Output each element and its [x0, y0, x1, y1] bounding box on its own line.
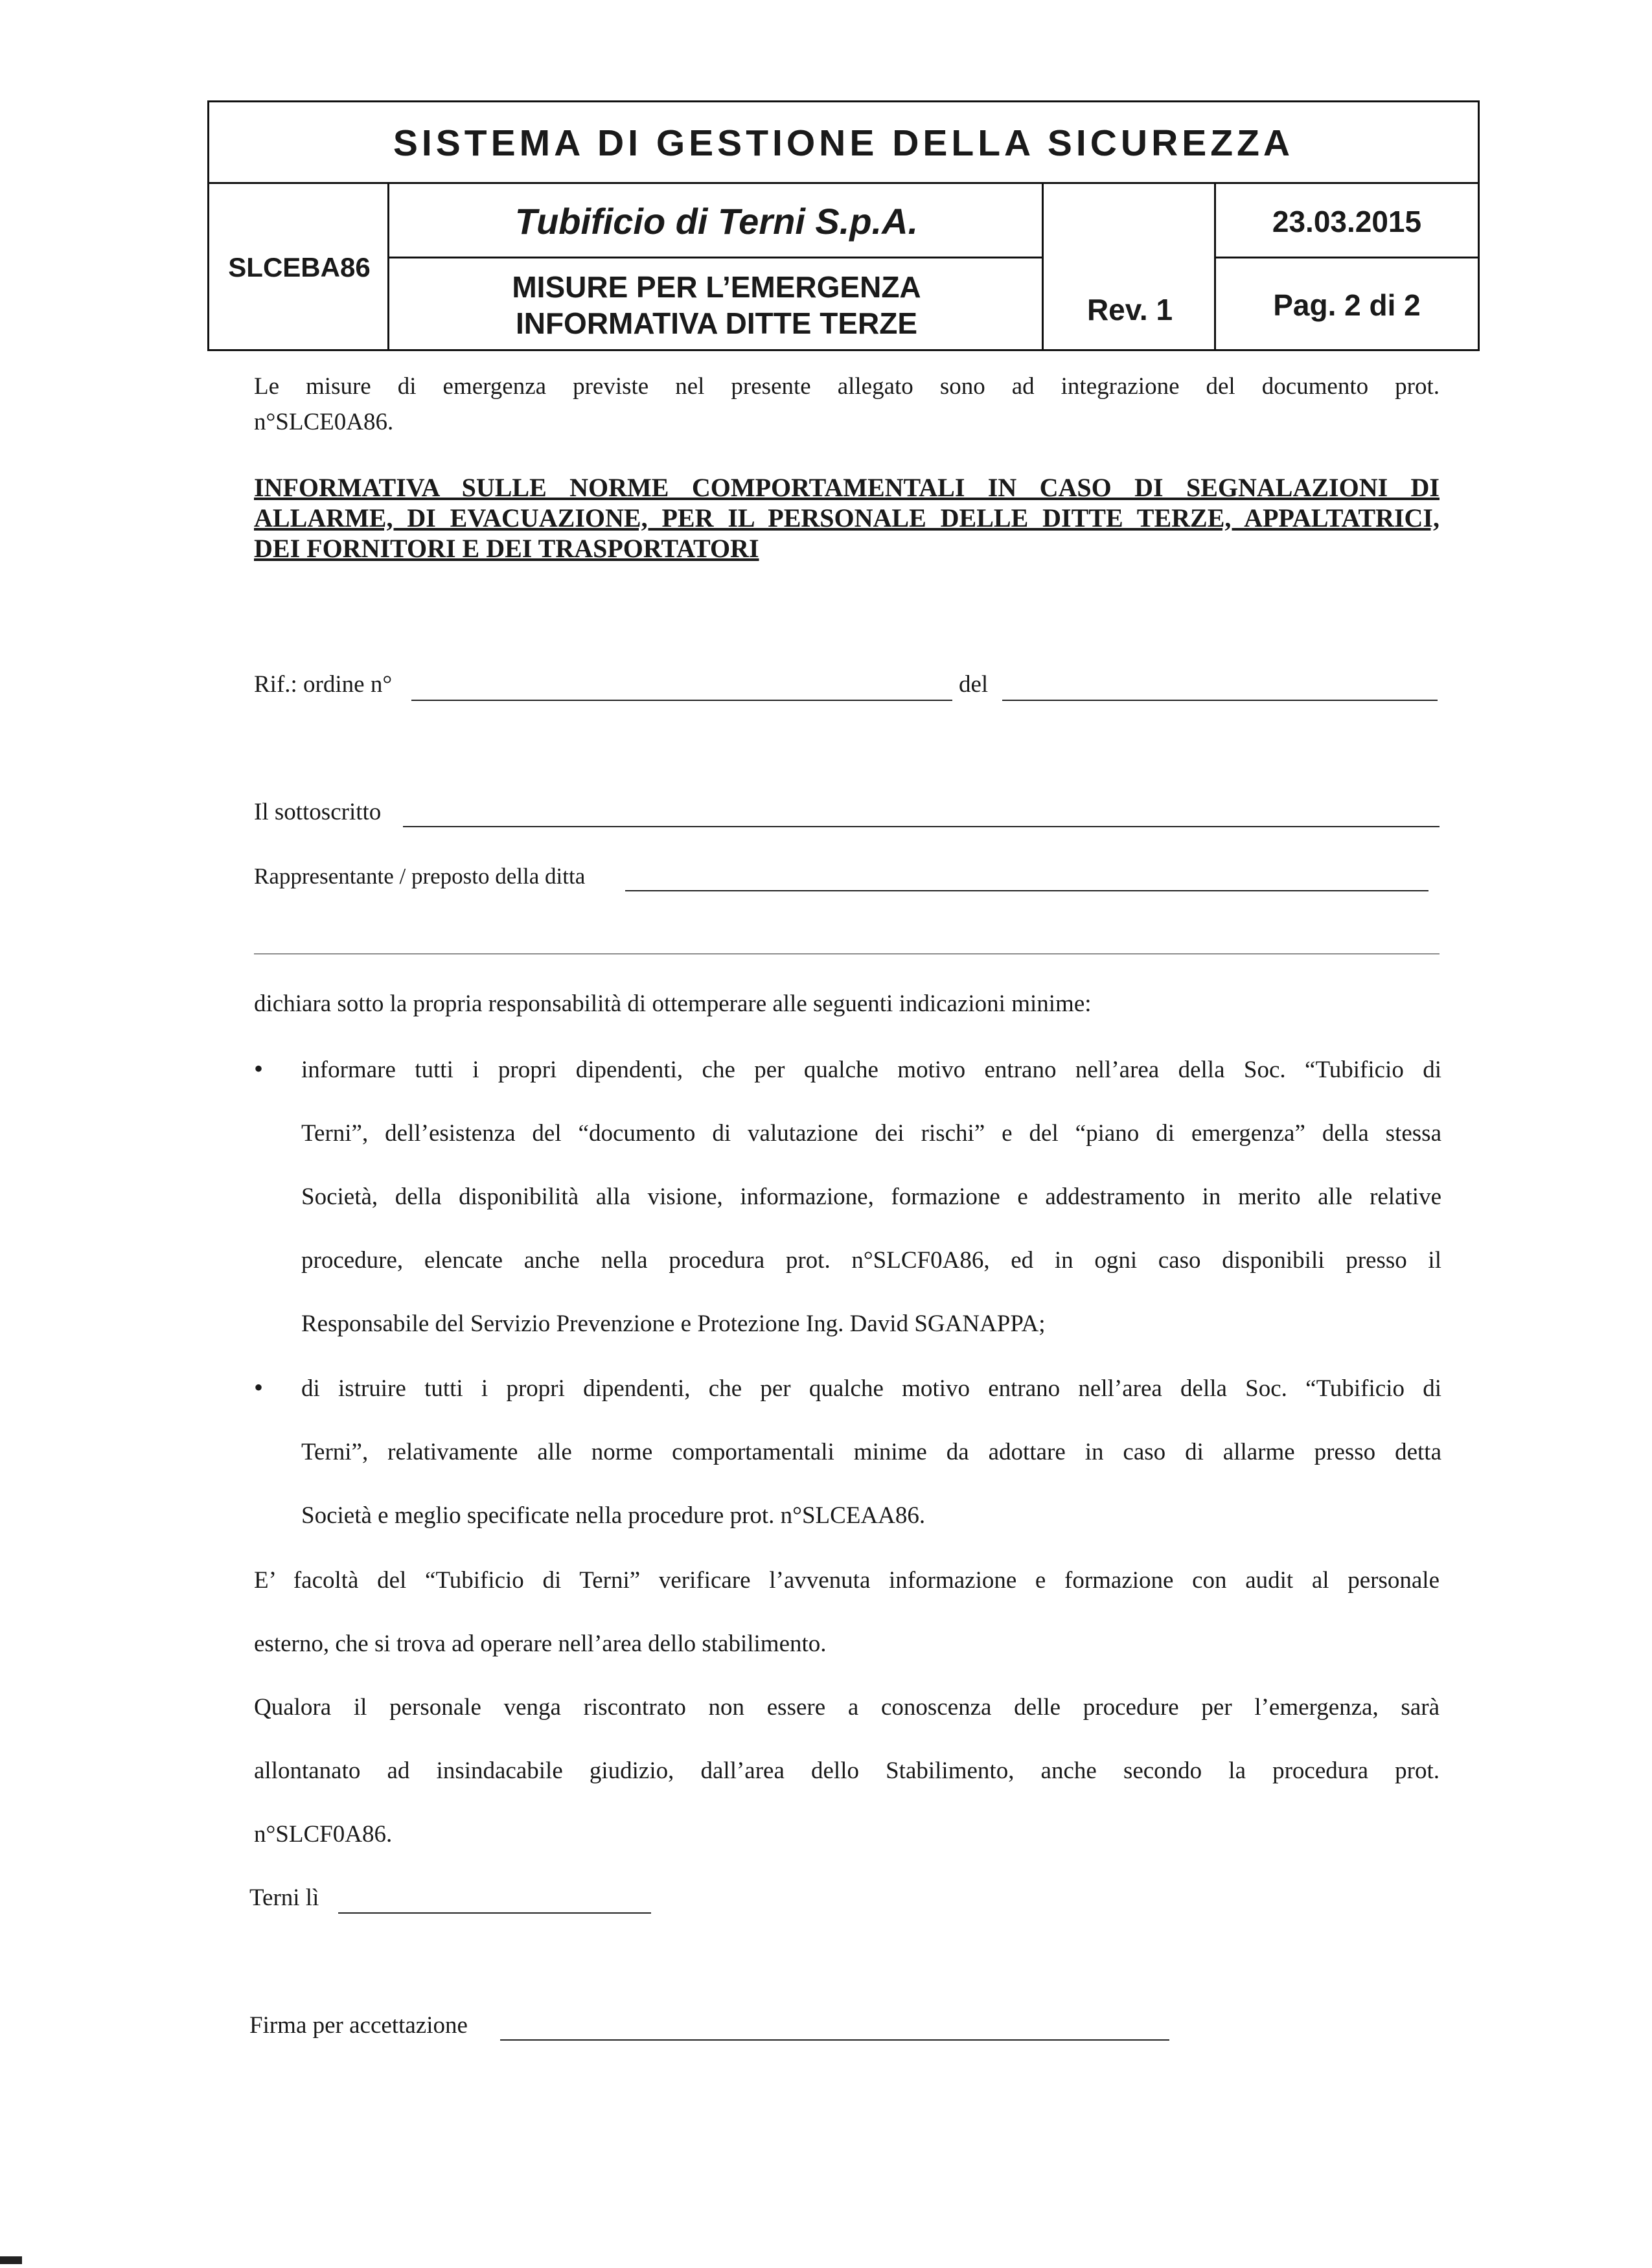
representative-label: Rappresentante / preposto della ditta: [254, 864, 586, 889]
document-title-line-1: MISURE PER L’EMERGENZA: [512, 269, 921, 304]
paragraph-1-line-2: esterno, che si trova ad operare nell’area dello stabilimento.: [254, 1631, 827, 1657]
document-date: 23.03.2015: [1272, 204, 1422, 238]
bullet-1-line-2: Terni”, dell’esistenza del “documento di valutazione dei rischi” e del “piano di emergenza” della stessa: [301, 1120, 1441, 1147]
paragraph-2-line-2: allontanato ad insindacabile giudizio, dall’area dello Stabilimento, anche secondo la procedura prot.: [254, 1758, 1440, 1784]
document-title: [389, 258, 1044, 351]
declaration-text: dichiara sotto la propria responsabilità di ottemperare alle seguenti indicazioni minime:: [254, 991, 1092, 1017]
intro-line-1: Le misure di emergenza previste nel presente allegato sono ad integrazione del documento prot.: [254, 373, 1440, 400]
place-date-field[interactable]: [338, 1912, 651, 1914]
order-number-label: Rif.: ordine n°: [254, 671, 393, 698]
order-date-label: del: [959, 671, 989, 698]
section-heading-line-1: INFORMATIVA SULLE NORME COMPORTAMENTALI IN CASO DI SEGNALAZIONI DI: [254, 473, 1440, 502]
document-header-table: [207, 100, 1480, 351]
representative-field[interactable]: [625, 890, 1428, 891]
document-title-line-2: INFORMATIVA DITTE TERZE: [515, 306, 918, 340]
undersigned-label: Il sottoscritto: [254, 799, 382, 825]
signature-label: Firma per accettazione: [249, 2012, 468, 2039]
bullet-dot: •: [254, 1373, 264, 1402]
bullet-1-line-3: Società, della disponibilità alla visione, informazione, formazione e addestramento in merito alle relative: [301, 1184, 1441, 1210]
page-number: Pag. 2 di 2: [1273, 288, 1421, 322]
bullet-dot: •: [254, 1054, 264, 1083]
paragraph-2-line-3: n°SLCF0A86.: [254, 1821, 393, 1848]
scan-mark: [0, 2256, 22, 2264]
signature-field[interactable]: [500, 2039, 1169, 2041]
revision: Rev. 1: [1086, 293, 1173, 326]
system-title: SISTEMA DI GESTIONE DELLA SICUREZZA: [393, 122, 1294, 164]
undersigned-field[interactable]: [403, 826, 1440, 827]
bullet-2-line-1: di istruire tutti i propri dipendenti, che per qualche motivo entrano nell’area della Soc. “Tubificio di: [301, 1375, 1441, 1402]
company-name: Tubificio di Terni S.p.A.: [514, 201, 919, 242]
bullet-1-line-4: procedure, elencate anche nella procedura prot. n°SLCF0A86, ed in ogni caso disponibili presso il: [301, 1247, 1441, 1274]
section-heading-line-2: ALLARME, DI EVACUAZIONE, PER IL PERSONALE DELLE DITTE TERZE, APPALTATRICI,: [254, 503, 1440, 533]
bullet-2-line-3: Società e meglio specificate nella procedure prot. n°SLCEAA86.: [301, 1502, 926, 1529]
order-number-field[interactable]: [411, 700, 952, 701]
paragraph-1-line-1: E’ facoltà del “Tubificio di Terni” verificare l’avvenuta informazione e formazione con audit al personale: [254, 1567, 1440, 1594]
order-date-field[interactable]: [1002, 700, 1438, 701]
paragraph-2-line-1: Qualora il personale venga riscontrato non essere a conoscenza delle procedure per l’emergenza, sarà: [254, 1694, 1440, 1721]
section-heading-line-3: DEI FORNITORI E DEI TRASPORTATORI: [254, 534, 759, 563]
bullet-1-line-5: Responsabile del Servizio Prevenzione e Protezione Ing. David SGANAPPA;: [301, 1311, 1046, 1337]
bullet-2-line-2: Terni”, relativamente alle norme comportamentali minime da adottare in caso di allarme presso detta: [301, 1439, 1441, 1465]
intro-line-2: n°SLCE0A86.: [254, 409, 394, 435]
place-date-label: Terni lì: [249, 1884, 319, 1911]
document-code: SLCEBA86: [228, 252, 371, 282]
bullet-1-line-1: informare tutti i propri dipendenti, che per qualche motivo entrano nell’area della Soc. “Tubificio di: [301, 1057, 1441, 1083]
